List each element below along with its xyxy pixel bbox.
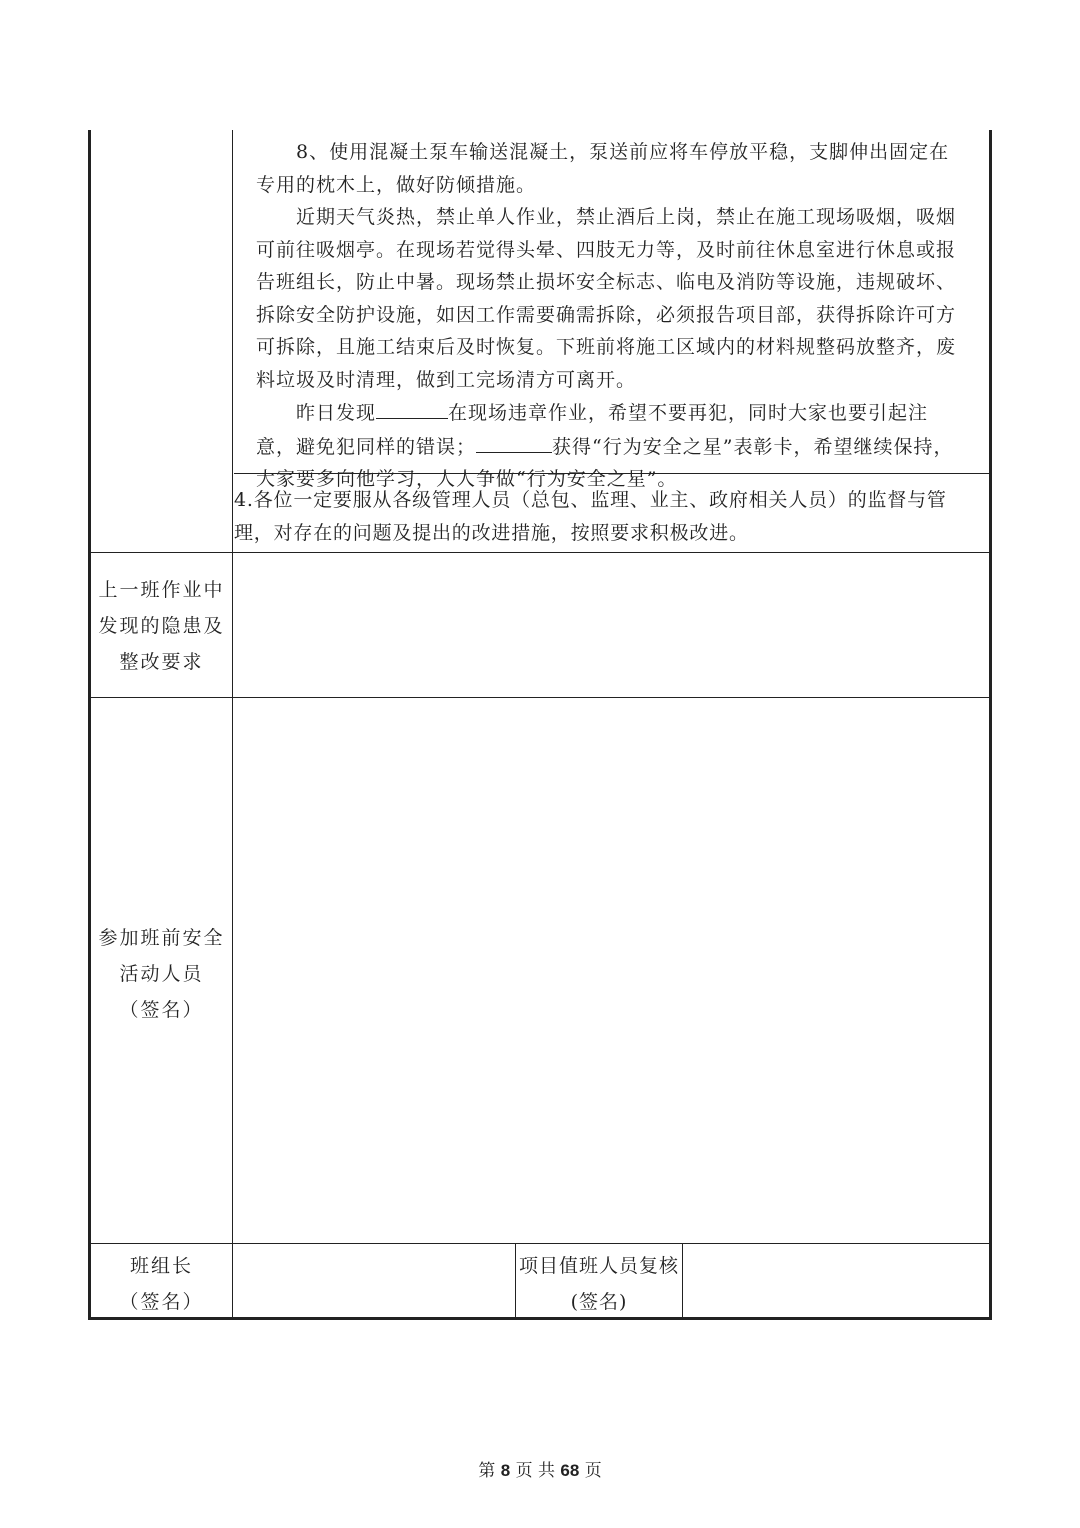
participants-label (91, 920, 232, 1028)
duty-review-label-line2: (签名) (570, 1291, 628, 1313)
yesterday-mid: 在现场违章作业，希望不要再犯，同时大家也要引起注意，避免犯同样的错误； (256, 402, 929, 458)
item-4-text: 4.各位一定要服从各级管理人员（总包、监理、业主、政府相关人员）的监督与管理，对存在的问题及提出的改进措施，按照要求积极改进。 (234, 489, 947, 544)
hazards-field[interactable] (233, 553, 989, 697)
participants-label-line1: 参加班前安全 (98, 927, 225, 949)
yesterday-suffix: 获得“行为安全之星”表彰卡，希望继续保持，大家要多向他学习，人人争做“行为安全之星”。 (256, 435, 954, 490)
team-leader-label (91, 1248, 232, 1320)
yesterday-notice (256, 396, 968, 496)
form-table (88, 130, 993, 1320)
table-border-left (88, 130, 91, 1320)
footer-prefix: 第 (478, 1461, 496, 1481)
yesterday-prefix: 昨日发现 (296, 402, 377, 424)
hazards-label: 上一班作业中发现的隐患及整改要求 (98, 579, 225, 673)
item-4-cell (234, 484, 986, 549)
content-cell (256, 136, 968, 496)
team-leader-label-line2: （签名） (119, 1291, 204, 1313)
page-number: 8 (500, 1461, 511, 1480)
duty-review-signature-field[interactable] (683, 1244, 989, 1317)
duty-review-label (516, 1248, 682, 1320)
page-footer (0, 1456, 1080, 1481)
participants-label-line3: （签名） (119, 999, 204, 1021)
item-8-text: 8、使用混凝土泵车输送混凝土，泵送前应将车停放平稳，支脚伸出固定在专用的枕木上，做好防倾措施。 (256, 141, 950, 196)
team-leader-label-line1: 班组长 (129, 1255, 193, 1277)
team-leader-signature-field[interactable] (233, 1244, 515, 1317)
violator-blank (376, 396, 448, 419)
participants-label-line2: 活动人员 (119, 963, 204, 985)
duty-review-label-line1: 项目值班人员复核 (518, 1255, 679, 1277)
footer-mid: 页 共 (515, 1461, 555, 1481)
weather-notice-text: 近期天气炎热，禁止单人作业，禁止酒后上岗，禁止在施工现场吸烟，吸烟可前往吸烟亭。在现场若觉得头晕、四肢无力等，及时前往休息室进行休息或报告班组长，防止中暑。现场禁止损坏安全标志、临电及消防等设施，违规破坏、拆除安全防护设施，如因工作需要确需拆除，必须报告项目部，获得拆除许可方可拆除，且施工结束后及时恢复。下班前将施工区域内的材料规整码放整齐，废料垃圾及时清理，做到工完场清方可离开。 (256, 206, 957, 391)
table-border-right (989, 130, 992, 1320)
participants-signature-field[interactable] (233, 698, 989, 1243)
footer-suffix: 页 (584, 1461, 602, 1481)
total-pages: 68 (560, 1461, 580, 1480)
safety-star-blank (476, 430, 552, 453)
